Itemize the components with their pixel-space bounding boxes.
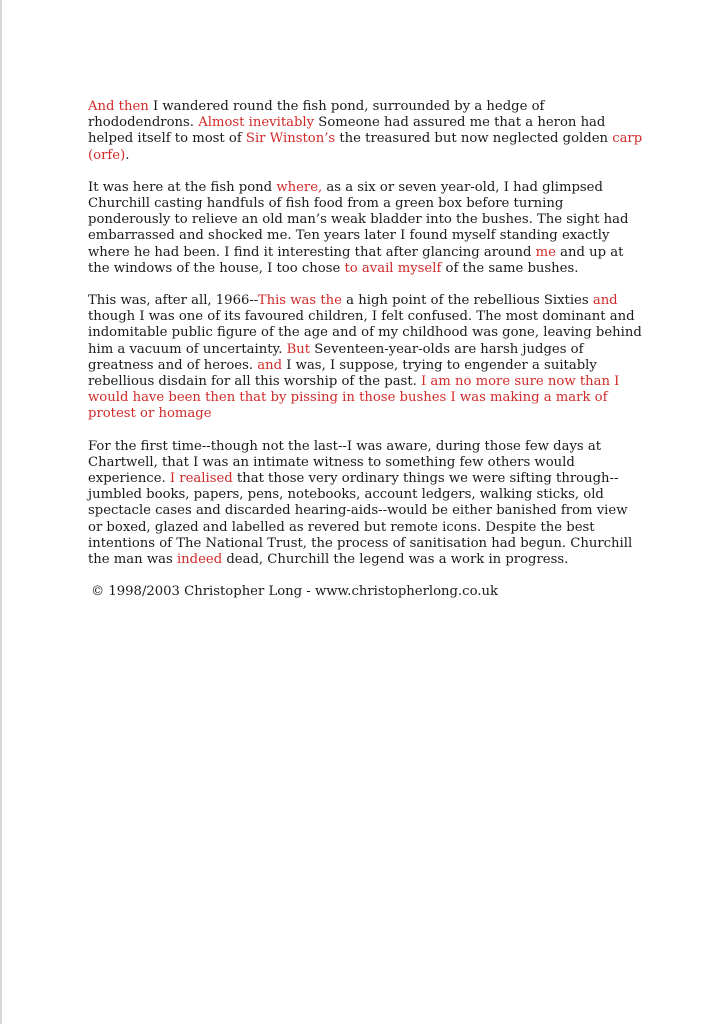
body-text: I wandered round the fish pond, surrounded by a hedge of rhododendrons. — [88, 99, 545, 131]
document-body — [88, 99, 644, 616]
edit-text: indeed — [176, 552, 223, 568]
body-text: For the first time--though not the last--I was aware, during those few days at Chartwell, that I was an intimate witness to something few others would experience. — [88, 438, 602, 487]
edit-text: And then — [88, 99, 149, 114]
body-text: dead, Churchill the legend was a work in progress. — [222, 552, 569, 568]
edit-text: where, — [276, 179, 323, 195]
body-text: that those very ordinary things we were sifting through--jumbled books, papers, pens, notebooks, account ledgers, walking sticks, old spectacle cases and discarded hearing-aids--would be either banished from view or boxed, glazed and labelled as revered but remote icons. Despite the best intentions of The National Trust, the process of sanitisation had begun. Churchill the man was — [88, 471, 633, 568]
edit-text: carp (orfe) — [88, 131, 643, 163]
body-text: a high point of the rebellious Sixties — [341, 293, 593, 309]
body-text: It was here at the fish pond — [88, 179, 277, 195]
copyright-notice: © 1998/2003 Christopher Long - www.christopherlong.co.uk — [91, 584, 498, 600]
edit-text: me — [535, 244, 556, 260]
paragraph-1 — [88, 99, 644, 164]
body-text: . — [125, 147, 130, 163]
body-text: This was, after all, 1966-- — [88, 293, 258, 309]
body-text: the treasured but now neglected golden — [335, 131, 613, 147]
body-text: Someone had assured me that a heron had helped itself to most of — [88, 115, 606, 147]
edit-text: I am no more sure now than I would have been then that by pissing in those bushes I was making a mark of protest or homage — [88, 374, 620, 422]
body-text: as a six or seven year-old, I had glimpsed Churchill casting handfuls of fish food from a green box before turning ponderously to relieve an old man’s weak bladder into the bushes. The sight had embarrassed and shocked me. Ten years later I found myself standing exactly where he had been. I find it interesting that after glancing around — [88, 179, 629, 260]
body-text: Seventeen-year-olds are harsh judges of greatness and of heroes. — [88, 341, 584, 373]
edit-text: Sir Winston’s — [245, 131, 336, 147]
body-text: and up at the windows of the house, I too chose — [88, 244, 624, 276]
paragraph-4 — [88, 439, 644, 569]
edit-text: and — [257, 357, 283, 373]
body-text: of the same bushes. — [441, 260, 579, 276]
edit-text: to avail myself — [344, 260, 442, 276]
body-text: I was, I suppose, trying to engender a suitably rebellious disdain for all this worship of the past. — [88, 357, 597, 390]
edit-text: Almost inevitably — [198, 115, 315, 131]
edit-text: This was the — [257, 293, 342, 309]
paragraph-2 — [88, 180, 644, 277]
edit-text: But — [286, 341, 311, 357]
paragraph-3 — [88, 293, 644, 423]
body-text: though I was one of its favoured children, I felt confused. The most dominant and indomitable public figure of the age and of my childhood was gone, leaving behind him a vacuum of uncertainty. — [88, 309, 642, 357]
edit-text: and — [592, 293, 618, 309]
edit-text: I realised — [169, 471, 233, 487]
